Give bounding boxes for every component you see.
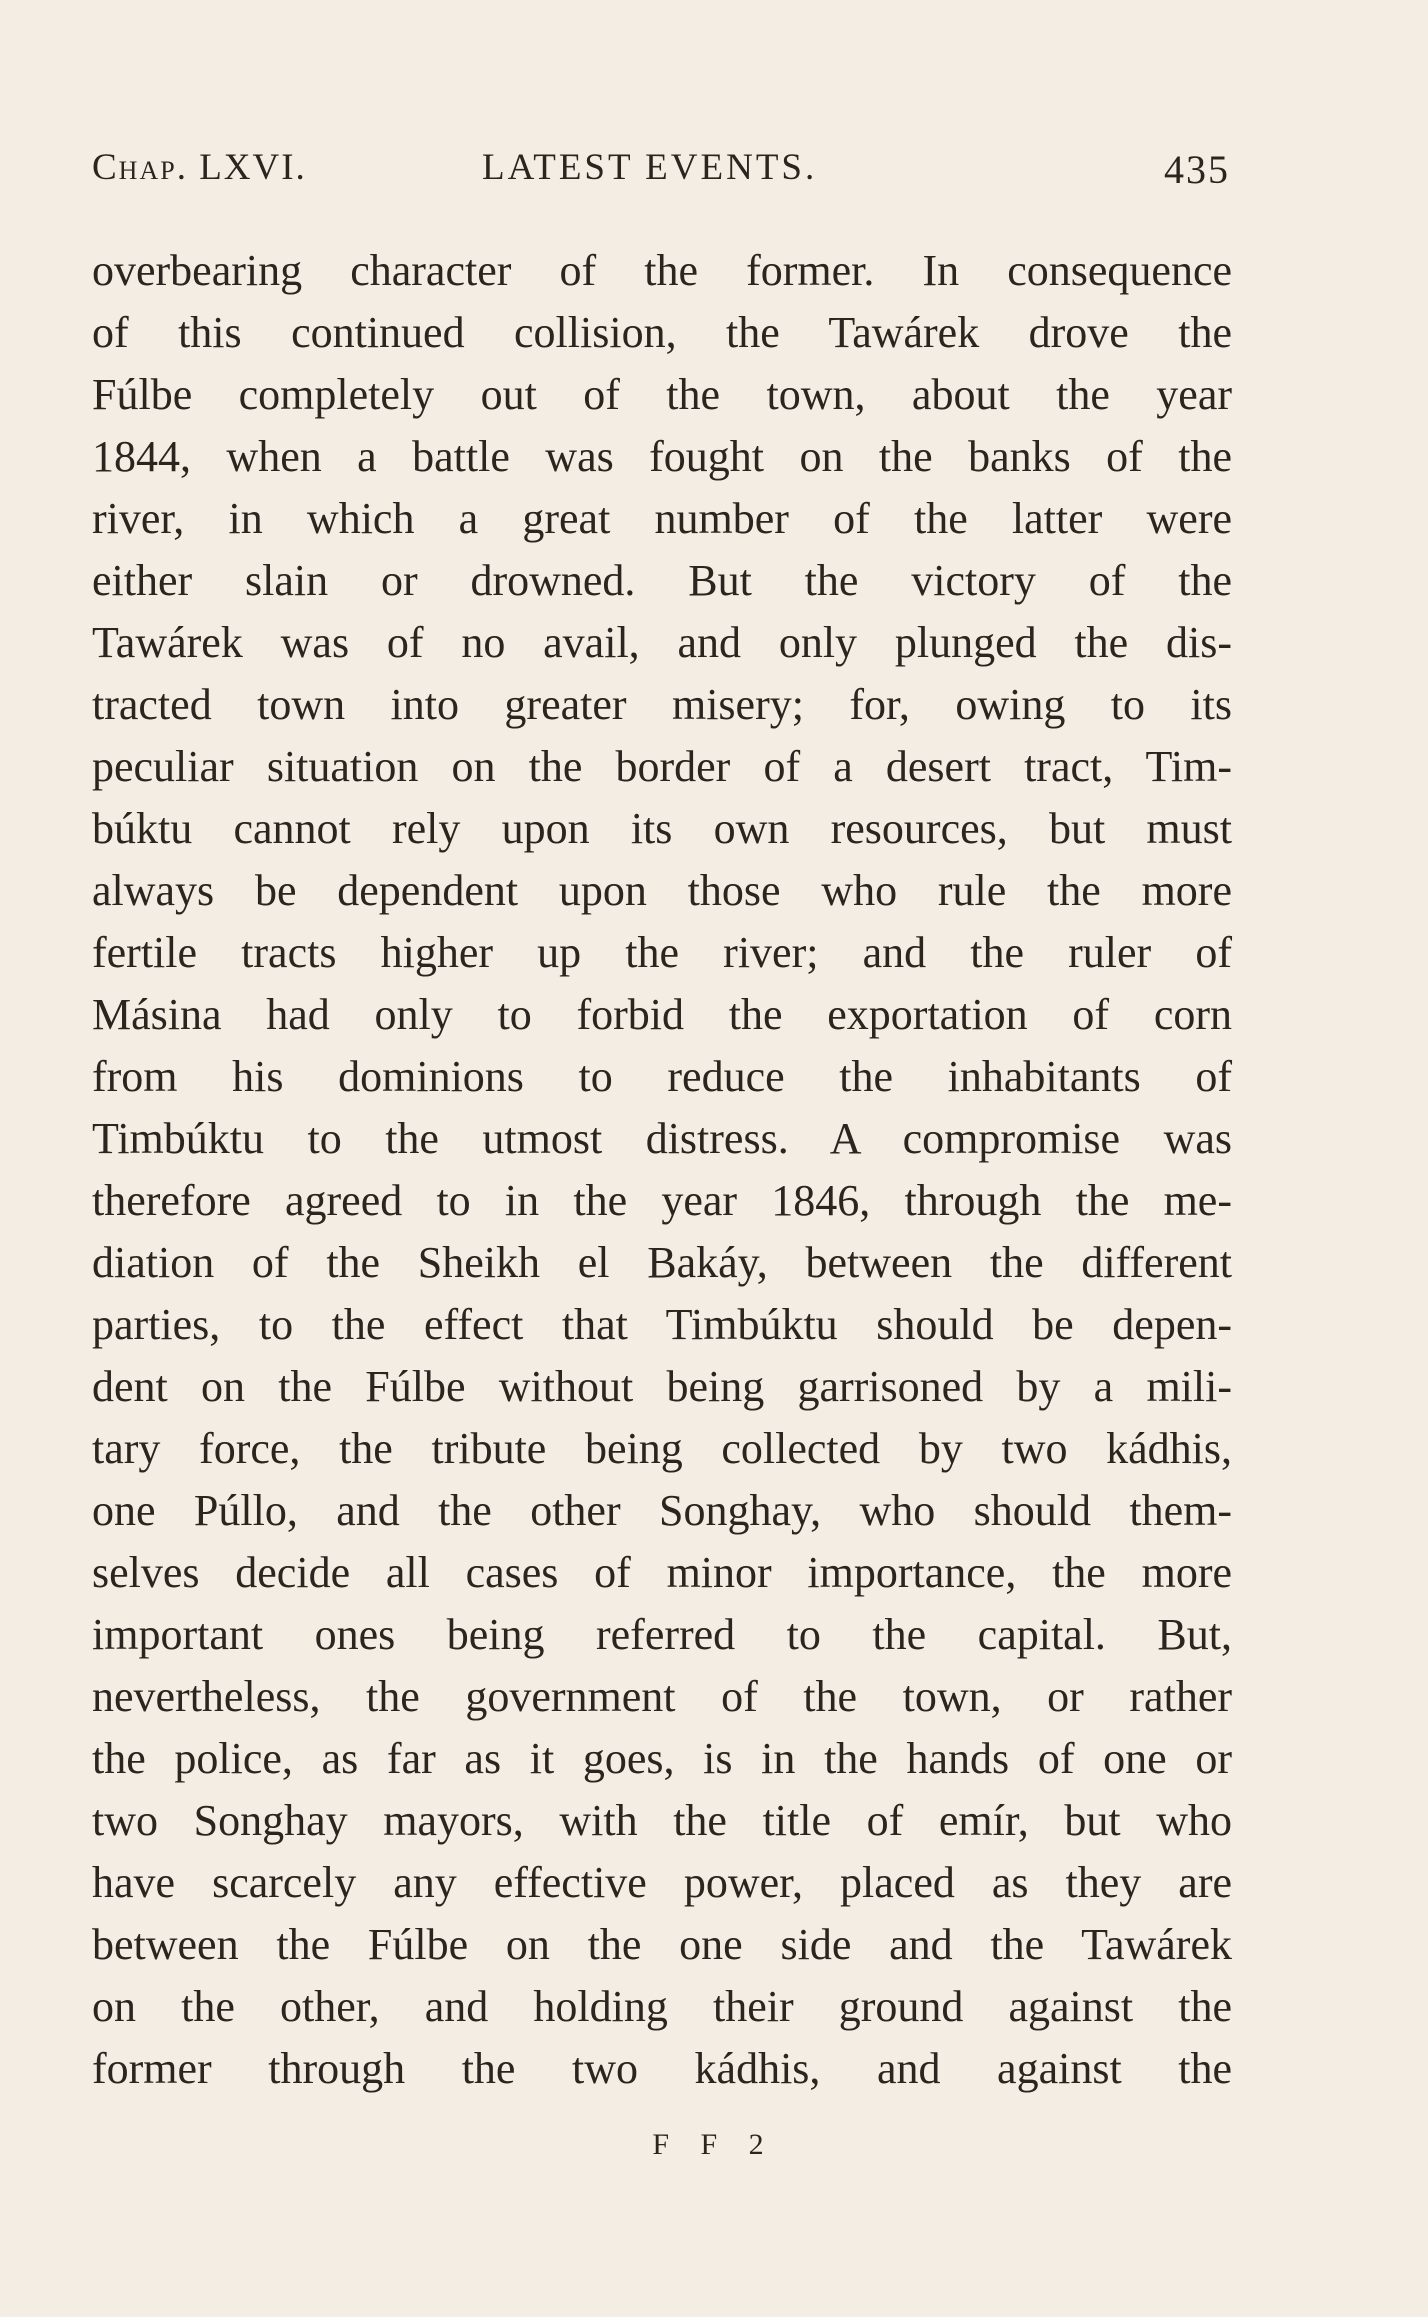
text-line: two Songhay mayors, with the title of emír, but who [92, 1796, 1232, 1845]
text-line: nevertheless, the government of the town, or rather [92, 1672, 1232, 1721]
text-line: Fúlbe completely out of the town, about the year [92, 370, 1232, 419]
text-line: peculiar situation on the border of a desert tract, Tim- [92, 742, 1232, 791]
text-line: overbearing character of the former. In consequence [92, 246, 1232, 295]
text-line: Timbúktu to the utmost distress. A compromise was [92, 1114, 1232, 1163]
text-line: búktu cannot rely upon its own resources, but must [92, 804, 1232, 853]
text-line: fertile tracts higher up the river; and the ruler of [92, 928, 1232, 977]
text-line: one Púllo, and the other Songhay, who should them- [92, 1486, 1232, 1535]
text-line: important ones being referred to the capital. But, [92, 1610, 1232, 1659]
running-header [92, 146, 1230, 196]
text-line: always be dependent upon those who rule the more [92, 866, 1232, 915]
text-line: have scarcely any effective power, placed as they are [92, 1858, 1232, 1907]
chapter-label: Chap. LXVI. [92, 147, 307, 188]
text-line: tary force, the tribute being collected by two kádhis, [92, 1424, 1232, 1473]
text-line: parties, to the effect that Timbúktu should be depen- [92, 1300, 1232, 1349]
body-text [92, 240, 1232, 2100]
text-line: selves decide all cases of minor importance, the more [92, 1548, 1232, 1597]
signature-text: F F 2 [652, 2128, 776, 2161]
text-line: of this continued collision, the Tawárek drove the [92, 308, 1232, 357]
text-line: from his dominions to reduce the inhabitants of [92, 1052, 1232, 1101]
text-line: 1844, when a battle was fought on the banks of the [92, 432, 1232, 481]
text-line: between the Fúlbe on the one side and the Tawárek [92, 1920, 1232, 1969]
signature-mark [0, 2128, 1428, 2162]
page-number: 435 [1164, 147, 1230, 192]
running-title: LATEST EVENTS. [482, 147, 818, 188]
text-line: Tawárek was of no avail, and only plunged the dis- [92, 618, 1232, 667]
text-line: therefore agreed to in the year 1846, through the me- [92, 1176, 1232, 1225]
text-line: the police, as far as it goes, is in the hands of one or [92, 1734, 1232, 1783]
text-line: river, in which a great number of the latter were [92, 494, 1232, 543]
text-line: former through the two kádhis, and against the [92, 2044, 1232, 2093]
text-line: either slain or drowned. But the victory of the [92, 556, 1232, 605]
text-line: on the other, and holding their ground against the [92, 1982, 1232, 2031]
text-line: tracted town into greater misery; for, owing to its [92, 680, 1232, 729]
text-line: diation of the Sheikh el Bakáy, between the different [92, 1238, 1232, 1287]
text-line: dent on the Fúlbe without being garrisoned by a mili- [92, 1362, 1232, 1411]
text-line: Másina had only to forbid the exportation of corn [92, 990, 1232, 1039]
